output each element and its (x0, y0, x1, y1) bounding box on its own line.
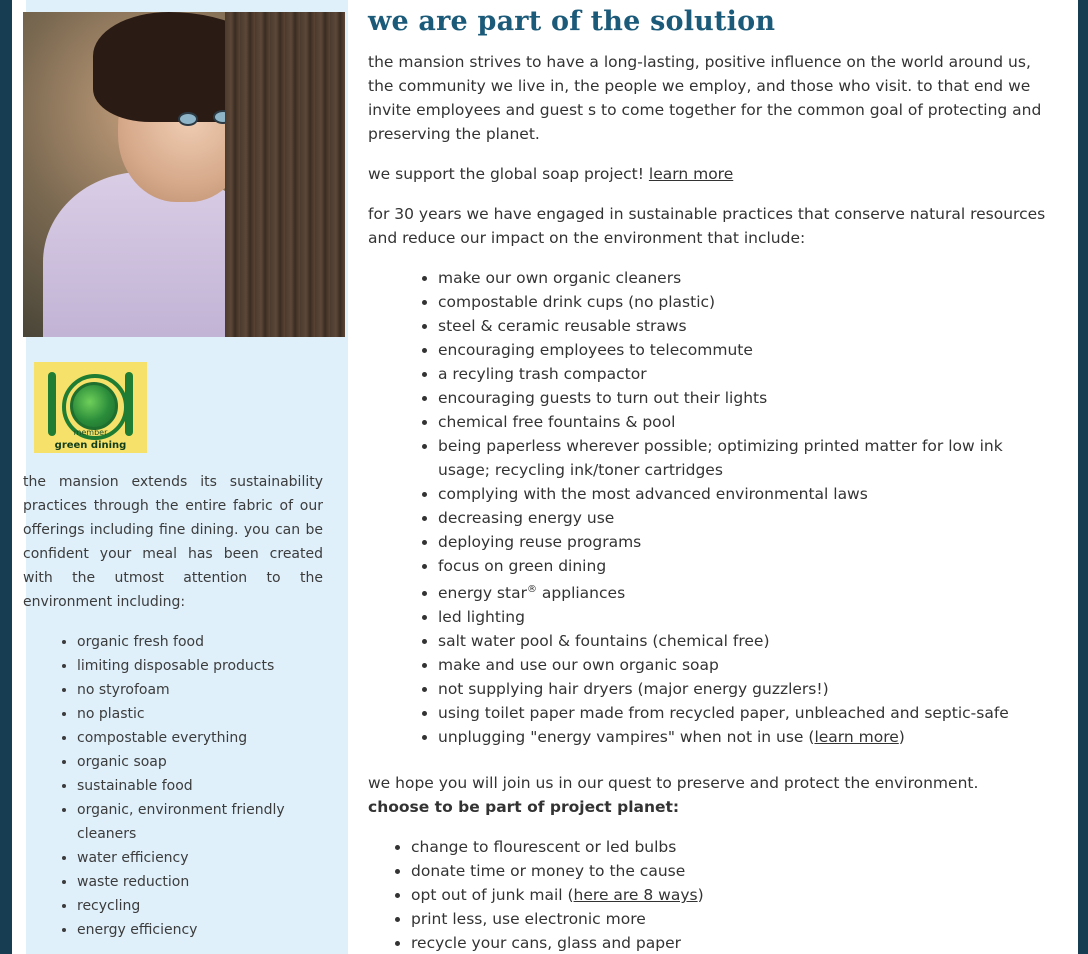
list-item: • sustainable food (77, 774, 337, 798)
list-item: • organic fresh food (77, 630, 337, 654)
list-item: • being paperless wherever possible; optimizing printed matter for low ink usage; recycling ink/toner cartridges (438, 434, 1048, 482)
list-item: • water efficiency (77, 846, 337, 870)
energy-star-text: energy star (438, 584, 527, 603)
list-item: • energy efficiency (77, 918, 337, 942)
list-item: • encouraging guests to turn out their lights (438, 386, 1048, 410)
list-item: • not supplying hair dryers (major energy guzzlers!) (438, 677, 1048, 701)
photo-eye-left (178, 112, 198, 126)
list-item: • deploying reuse programs (438, 530, 1048, 554)
badge-label: green dining (54, 440, 127, 451)
list-item: • encouraging employees to telecommute (438, 338, 1048, 362)
soap-learn-more-link[interactable]: learn more (648, 165, 734, 183)
main-content (368, 0, 1048, 954)
list-item: • salt water pool & fountains (chemical free) (438, 629, 1048, 653)
list-item: • led lighting (438, 605, 1048, 629)
list-item (411, 883, 1048, 907)
sidebar-dining-text: the mansion extends its sustainability practices through the entire fabric of our offerings including fine dining. you can be confident your meal has been created with the utmost attention to the environment including: (23, 474, 323, 610)
list-item: • donate time or money to the cause (411, 859, 1048, 883)
junk-mail-link[interactable]: here are 8 ways (573, 886, 698, 905)
list-item: • compostable drink cups (no plastic) (438, 290, 1048, 314)
vampires-close: ) (898, 728, 905, 747)
list-item: • compostable everything (77, 726, 337, 750)
list-item: • organic, environment friendly cleaners (77, 798, 337, 846)
practices-intro: for 30 years we have engaged in sustainable practices that conserve natural resources and reduce our impact on the environment that include: (368, 205, 1046, 247)
hope-paragraph: we hope you will join us in our quest to preserve and protect the environment. (368, 774, 979, 793)
list-item: • no plastic (77, 702, 337, 726)
list-item: • decreasing energy use (438, 506, 1048, 530)
intro-paragraph: the mansion strives to have a long-lasting, positive influence on the world around us, the community we live in, the people we employ, and those who visit. to that end we invite employees and guest s to come together for the common goal of protecting and preserving the planet. (368, 53, 1042, 143)
fork-icon (125, 372, 133, 436)
list-item: • change to flourescent or led bulbs (411, 835, 1048, 859)
practices-list (368, 266, 1048, 749)
list-item (438, 725, 1048, 749)
badge-member-text: member (73, 428, 108, 437)
photo-tree-trunk (225, 12, 345, 337)
list-item: • focus on green dining (438, 554, 1048, 578)
list-item: • recycling (77, 894, 337, 918)
vampires-text: unplugging "energy vampires" when not in use ( (438, 728, 815, 747)
list-item: • recycle your cans, glass and paper (411, 931, 1048, 954)
list-item: • limiting disposable products (77, 654, 337, 678)
list-item: • steel & ceramic reusable straws (438, 314, 1048, 338)
soap-paragraph (368, 162, 1048, 186)
list-item: • print less, use electronic more (411, 907, 1048, 931)
green-dining-badge (34, 362, 147, 453)
sidebar-dining-list (60, 630, 337, 942)
list-item: • make and use our own organic soap (438, 653, 1048, 677)
list-item: • no styrofoam (77, 678, 337, 702)
soap-text: we support the global soap project! (368, 165, 649, 183)
list-item: • waste reduction (77, 870, 337, 894)
page-title: we are part of the solution (368, 6, 776, 37)
vampires-learn-more-link[interactable]: learn more (814, 728, 899, 747)
child-tree-photo (23, 12, 345, 337)
registered-mark: ® (526, 584, 537, 595)
list-item: • chemical free fountains & pool (438, 410, 1048, 434)
list-item: • organic soap (77, 750, 337, 774)
list-item: • make our own organic cleaners (438, 266, 1048, 290)
junk-mail-close: ) (697, 886, 704, 905)
list-item: • complying with the most advanced environmental laws (438, 482, 1048, 506)
spoon-icon (48, 372, 56, 436)
planet-list (368, 835, 1048, 954)
list-item: • a recyling trash compactor (438, 362, 1048, 386)
junk-mail-text: opt out of junk mail ( (411, 886, 574, 905)
choose-heading: choose to be part of project planet: (368, 798, 680, 817)
list-item: • using toilet paper made from recycled paper, unbleached and septic-safe (438, 701, 1048, 725)
energy-star-suffix: appliances (536, 584, 626, 603)
page (12, 0, 1078, 954)
globe-icon (70, 382, 118, 430)
list-item (438, 578, 1048, 605)
